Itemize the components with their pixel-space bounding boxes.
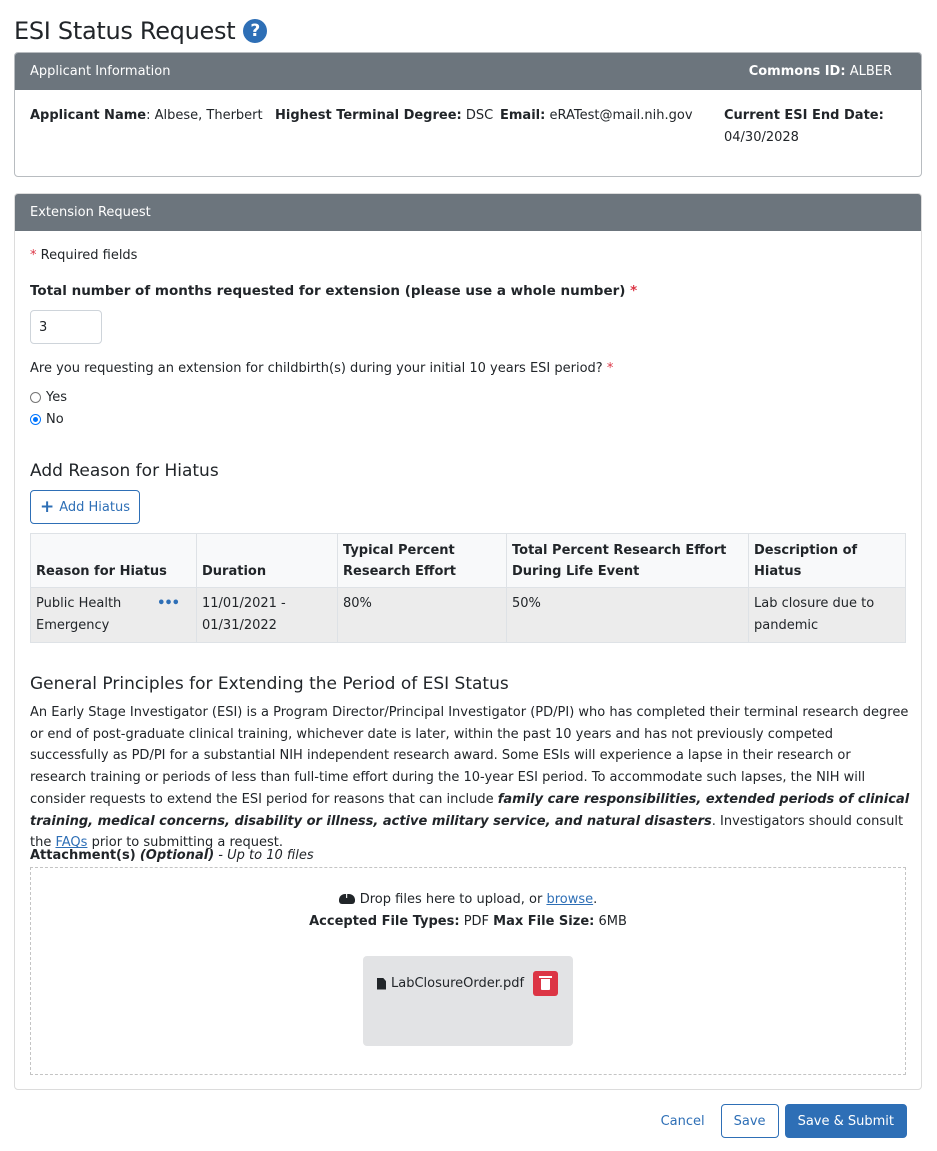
extension-request-card (14, 193, 922, 1090)
extension-card-header (15, 194, 921, 231)
plus-icon: + (39, 496, 55, 517)
applicant-card-title: Applicant Information (30, 64, 171, 79)
faq-link[interactable]: FAQs (55, 835, 88, 851)
extension-card-title: Extension Request (30, 205, 151, 220)
hiatus-table (30, 533, 906, 643)
file-icon (377, 978, 386, 990)
esi-end-date-value: 04/30/2028 (724, 130, 799, 145)
cell-total-effort: 50% (507, 588, 749, 643)
save-submit-button[interactable]: Save & Submit (785, 1104, 907, 1138)
required-fields-note: * Required fields (30, 248, 138, 263)
applicant-name-field: Applicant Name: Albese, Therbert (30, 108, 263, 123)
degree-value: DSC (465, 108, 494, 123)
col-description: Description of Hiatus (749, 534, 906, 588)
trash-icon (541, 979, 550, 990)
principles-text: An Early Stage Investigator (ESI) is a Program Director/Principal Investigator (PD/PI) who has completed their terminal research degree or end of post-graduate clinical training, whichever date is later, within the past 10 years and has not previously competed successfully as PD/PI for a substantial NIH independent research award. Some ESIs will experience a lapse in their research or research training or periods of less than full-time effort during the 10-year ESI period. To accommodate such lapses, the NIH will consider requests to extend the ESI period for reasons that can include family care responsibilities, extended periods of clinical training, medical concerns, disability or illness, active military service, and natural disasters. Investigators should consult the FAQs prior to submitting a request. (30, 705, 910, 851)
hiatus-section-title: Add Reason for Hiatus (30, 461, 219, 481)
applicant-card-body (15, 90, 921, 176)
row-actions-ellipsis-icon[interactable]: ••• (157, 596, 179, 611)
col-reason: Reason for Hiatus (31, 534, 197, 588)
principles-title: General Principles for Extending the Period of ESI Status (30, 674, 509, 694)
childbirth-radio-yes[interactable]: Yes (30, 390, 67, 405)
file-dropzone[interactable] (30, 867, 906, 1075)
drop-instructions: ↑Drop files here to upload, or browse. (31, 892, 905, 907)
applicant-name-value: Albese, Therbert (154, 108, 263, 123)
form-footer (661, 1104, 907, 1138)
degree-field: Highest Terminal Degree: DSC (275, 108, 494, 123)
table-row (31, 588, 906, 643)
page-title: ESI Status Request (14, 17, 236, 45)
col-total-effort: Total Percent Research Effort During Life Event (507, 534, 749, 588)
radio-no-icon[interactable] (30, 414, 41, 425)
question-circle-icon[interactable]: ? (243, 19, 267, 43)
add-hiatus-button[interactable]: + Add Hiatus (30, 490, 140, 524)
email-value: eRATest@mail.nih.gov (549, 108, 693, 123)
commons-id: Commons ID: ALBER (748, 64, 892, 79)
childbirth-radio-no[interactable]: No (30, 412, 64, 427)
email-field: Email: eRATest@mail.nih.gov (500, 108, 693, 123)
esi-end-date-field: Current ESI End Date: 04/30/2028 (724, 108, 884, 145)
cloud-upload-icon (339, 894, 355, 904)
cell-typical-effort: 80% (338, 588, 507, 643)
cancel-link[interactable]: Cancel (660, 1113, 705, 1129)
uploaded-file-card (363, 956, 573, 1046)
cell-reason: Public Health Emergency ••• (31, 588, 197, 643)
months-input[interactable] (30, 310, 102, 344)
cell-description: Lab closure due to pandemic (749, 588, 906, 643)
file-constraints: Accepted File Types: PDF Max File Size: 6MB (309, 914, 627, 929)
browse-link[interactable]: browse (546, 892, 594, 907)
attachments-label: Attachment(s) (Optional) - Up to 10 files (30, 848, 314, 863)
uploaded-file-name: LabClosureOrder.pdf (377, 976, 524, 991)
cell-duration: 11/01/2021 - 01/31/2022 (197, 588, 338, 643)
months-label: Total number of months requested for extension (please use a whole number) * (30, 283, 638, 299)
page-title-row (14, 14, 267, 48)
col-typical-effort: Typical Percent Research Effort (338, 534, 507, 588)
applicant-information-card (14, 52, 922, 177)
childbirth-question: Are you requesting an extension for childbirth(s) during your initial 10 years ESI period? * (30, 361, 614, 376)
delete-file-button[interactable] (533, 971, 558, 996)
save-button[interactable]: Save (721, 1104, 779, 1138)
col-duration: Duration (197, 534, 338, 588)
radio-yes-icon[interactable] (30, 392, 41, 403)
principles-emphasis: family care responsibilities, extended periods of clinical training, medical concerns, disability or illness, active military service, and natural disasters (30, 791, 910, 829)
applicant-card-header (15, 53, 921, 90)
